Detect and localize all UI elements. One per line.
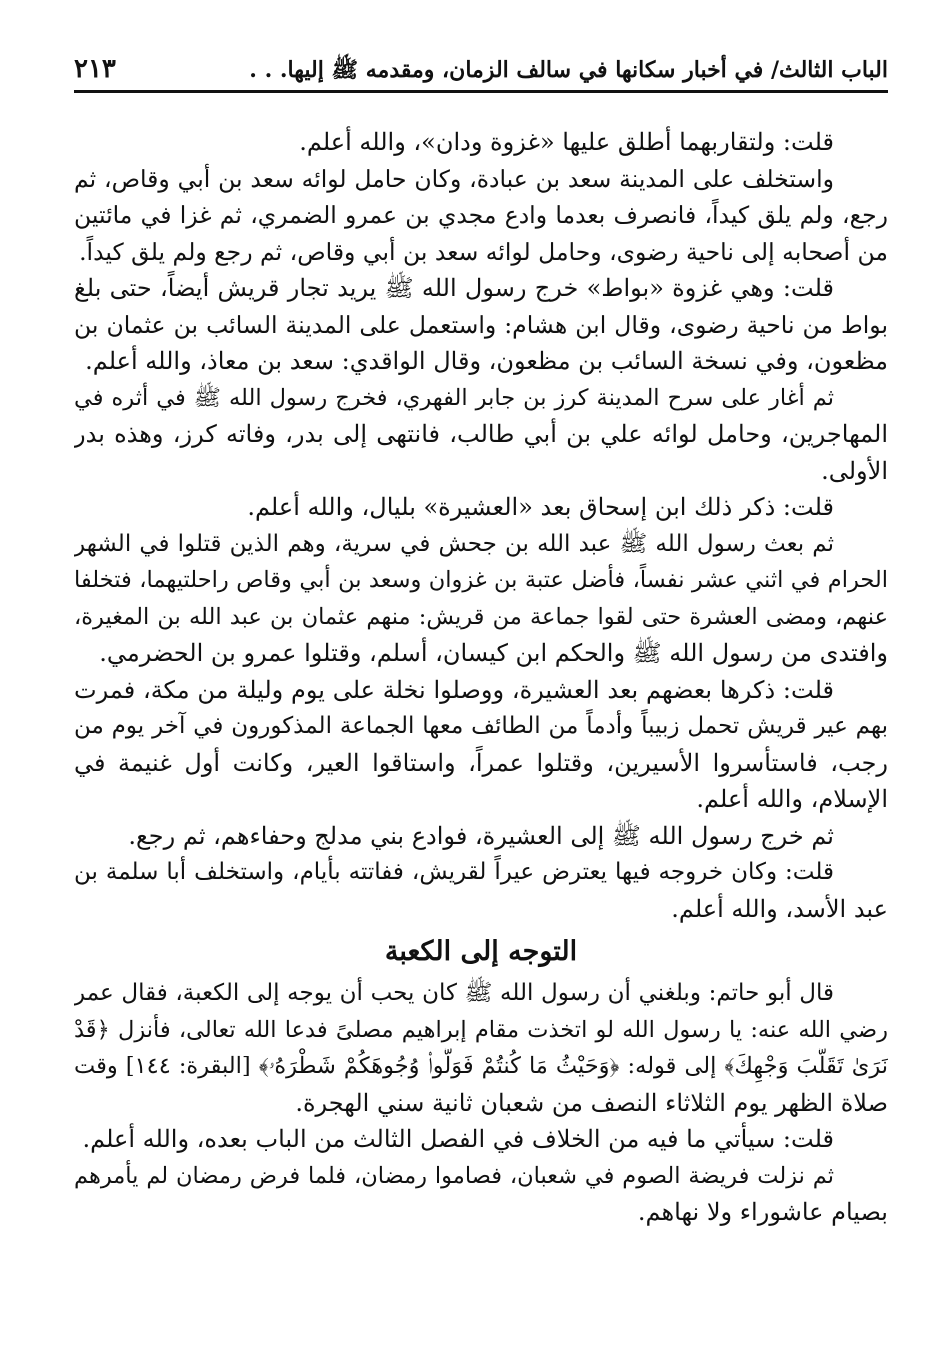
- text-line: رجع، ولم يلق كيداً، فانصرف بعدما وادع مجدي بن عمرو الضمري، ثم غزا في مائتين: [74, 201, 888, 229]
- text-line: الأولى.: [821, 456, 888, 485]
- text-line: رضي الله عنه: يا رسول الله لو اتخذت مقام إبراهيم مصلىً فدعا الله تعالى، فأنزل ﴿قَدْ: [74, 1016, 888, 1043]
- text-line: ثم نزلت فريضة الصوم في شعبان، فصاموا رمضان، فلما فرض رمضان لم يأمرهم: [74, 1162, 834, 1189]
- text-line: قلت: سيأتي ما فيه من الخلاف في الفصل الثالث من الباب بعده، والله أعلم.: [82, 1125, 834, 1153]
- text-line: ثم أغار على سرح المدينة كرز بن جابر الفهري، فخرج رسول الله ﷺ في أثره في: [74, 384, 834, 411]
- text-line: قلت: ذكر ذلك ابن إسحاق بعد «العشيرة» بليال، والله أعلم.: [247, 493, 834, 521]
- page-header: [74, 52, 888, 93]
- text-line: قلت: وهي غزوة «بواط» خرج رسول الله ﷺ يريد تجار قريش أيضاً، حتى بلغ: [74, 274, 834, 302]
- page-number: ٢١٣: [74, 54, 116, 84]
- text-line: الإسلام، والله أعلم.: [696, 785, 888, 813]
- text-line: مظعون، وفي نسخة السائب بن مظعون، وقال الواقدي: سعد بن معاذ، والله أعلم.: [85, 347, 888, 375]
- text-line: من أصحابه إلى ناحية رضوى، وحامل لوائه سعد بن أبي وقاص، ثم رجع ولم يلق كيداً.: [79, 237, 888, 266]
- text-line: قلت: ذكرها بعضهم بعد العشيرة، ووصلوا نخلة على يوم وليلة من مكة، فمرت: [74, 675, 834, 704]
- text-line: وافتدى من رسول الله ﷺ والحكم ابن كيسان، أسلم، وقتلوا عمرو بن الحضرمي.: [99, 639, 888, 667]
- text-line: عنهم، ومضى العشرة حتى لقوا جماعة من قريش: منهم عثمان بن عبد الله بن المغيرة،: [74, 603, 888, 630]
- text-line: ثم بعث رسول الله ﷺ عبد الله بن جحش في سرية، وهم الذين قتلوا في الشهر: [74, 530, 834, 557]
- section-heading: التوجه إلى الكعبة: [384, 936, 578, 967]
- page-body: [74, 124, 888, 1231]
- text-line: ثم خرج رسول الله ﷺ إلى العشيرة، فوادع بني مدلج وحفاءهم، ثم رجع.: [128, 821, 834, 850]
- text-line: نَرَىٰ تَقَلُّبَ وَجْهِكَ﴾ إلى قوله: ﴿وَحَيْثُ مَا كُنتُمْ فَوَلُّوا۟ وُجُوهَكُمْ شَطْرَهُۥ﴾ [البقرة: ١٤٤] وقت: [74, 1053, 888, 1079]
- running-title: الباب الثالث/ في أخبار سكانها في سالف الزمان، ومقدمه ﷺ إليها. . .: [249, 57, 888, 83]
- text-line: قلت: ولتقاربهما أطلق عليها «غزوة ودان»، والله أعلم.: [299, 128, 834, 156]
- text-line: الحرام في اثني عشر نفساً، فأضل عتبة بن غزوان وسعد بن أبي وقاص راحلتيهما، فتخلفا: [74, 567, 888, 593]
- text-line: رجب، فاستأسروا الأسيرين، وقتلوا عمراً، واستاقوا العير، وكانت أول غنيمة في: [74, 748, 888, 777]
- text-line: قال أبو حاتم: وبلغني أن رسول الله ﷺ كان يحب أن يوجه إلى الكعبة، فقال عمر: [74, 980, 834, 1006]
- text-line: بواط من ناحية رضوى، وقال ابن هشام: واستعمل على المدينة السائب بن عثمان بن: [74, 310, 888, 339]
- text-line: صلاة الظهر يوم الثلاثاء النصف من شعبان ثانية سني الهجرة.: [295, 1088, 888, 1117]
- text-line: المهاجرين، وحامل لوائه علي بن أبي طالب، فانتهى إلى بدر، وفاته كرز، وهذه بدر: [74, 420, 888, 448]
- text-line: بهم عير قريش تحمل زبيباً وأدماً من الطائف معها الجماعة المذكورون في آخر يوم من: [74, 713, 888, 739]
- text-line: واستخلف على المدينة سعد بن عبادة، وكان حامل لوائه سعد بن أبي وقاص، ثم: [74, 164, 834, 193]
- text-line: عبد الأسد، والله أعلم.: [671, 894, 888, 923]
- text-line: قلت: وكان خروجه فيها يعترض عيراً لقريش، ففاتته بأيام، واستخلف أبا سلمة بن: [74, 859, 834, 885]
- text-line: بصيام عاشوراء ولا نهاهم.: [637, 1198, 888, 1226]
